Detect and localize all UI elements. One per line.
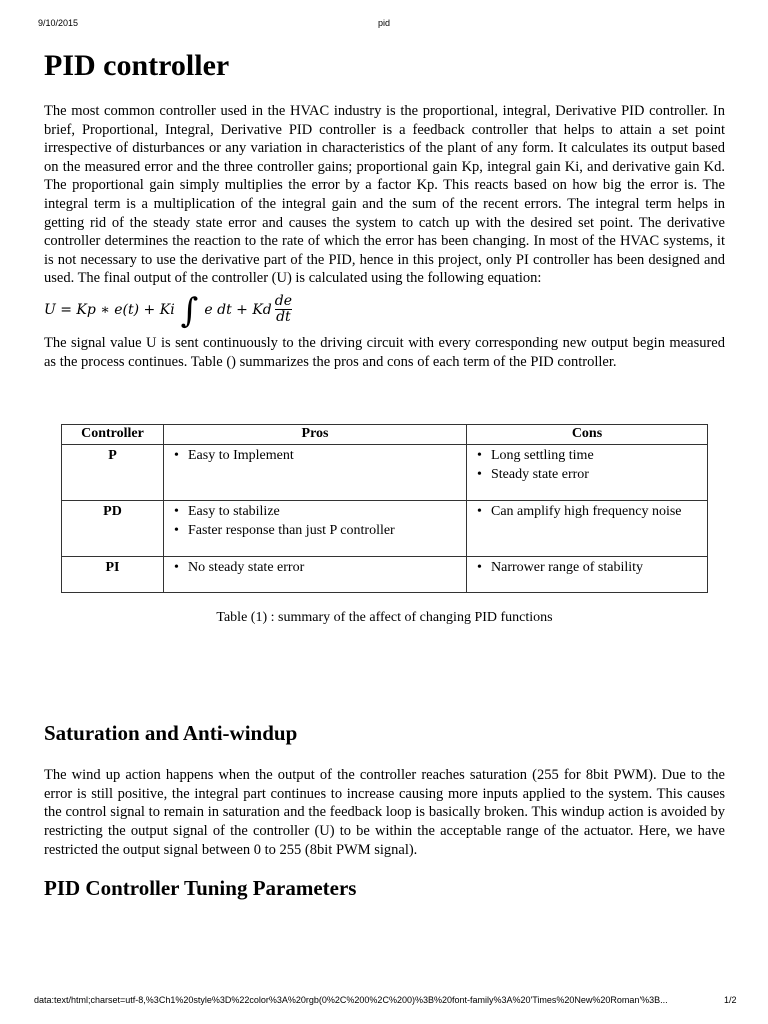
table-header: Cons bbox=[467, 425, 708, 445]
page-number: 1/2 bbox=[724, 995, 737, 1005]
cons-item: • Long settling time bbox=[491, 446, 701, 465]
controller-name: PD bbox=[62, 501, 164, 557]
cons-cell bbox=[467, 501, 708, 557]
page-title: PID controller bbox=[44, 49, 230, 82]
controller-name: PI bbox=[62, 557, 164, 593]
cons-cell bbox=[467, 445, 708, 501]
table-header-row bbox=[62, 425, 708, 445]
pros-cell bbox=[164, 557, 467, 593]
equation-lhs: U = Kp ∗ e(t) + Ki bbox=[44, 301, 175, 318]
signal-paragraph: The signal value U is sent continuously to the driving circuit with every corresponding new output begin measured as the process continues. Table () summarizes the pros and cons of each term of the PID controller. bbox=[44, 334, 725, 370]
derivative-fraction bbox=[275, 294, 292, 326]
table-row bbox=[62, 445, 708, 501]
pros-item: • No steady state error bbox=[188, 558, 460, 577]
pid-equation bbox=[44, 288, 725, 332]
table-row bbox=[62, 501, 708, 557]
print-title: pid bbox=[377, 18, 390, 28]
page-content bbox=[44, 44, 725, 902]
cons-item: • Narrower range of stability bbox=[491, 558, 701, 577]
pros-item: • Easy to stabilize bbox=[188, 502, 460, 521]
fraction-denominator: dt bbox=[276, 309, 291, 326]
print-footer bbox=[0, 995, 768, 1009]
pros-cell bbox=[164, 501, 467, 557]
pros-item: • Faster response than just P controller bbox=[188, 521, 460, 540]
equation-integrand: e dt + Kd bbox=[204, 301, 272, 318]
print-header bbox=[0, 18, 768, 32]
pros-item: • Easy to Implement bbox=[188, 446, 460, 465]
cons-item: • Steady state error bbox=[491, 465, 701, 484]
print-date: 9/10/2015 bbox=[38, 18, 79, 28]
source-url: data:text/html;charset=utf-8,%3Ch1%20style%3D%22color%3A%20rgb(0%2C%200%2C%200)%3B%20font-family%3A%20'Times%20New%20Roman'%3B... bbox=[34, 995, 668, 1005]
section-heading-tuning: PID Controller Tuning Parameters bbox=[44, 876, 357, 901]
table-header: Pros bbox=[164, 425, 467, 445]
fraction-numerator: de bbox=[274, 293, 293, 310]
section-heading-saturation: Saturation and Anti-windup bbox=[44, 721, 298, 746]
saturation-paragraph: The wind up action happens when the output of the controller reaches saturation (255 for 8bit PWM). Due to the error is still positive, the integral part continues to increase causing more inputs applied to the system. This causes the control signal to remain in saturation and the feedback loop is basically broken. This windup action is avoided by restricting the output signal of the controller (U) to be within the acceptable range of the actuator. Here, we have restricted the output signal between 0 to 255 (8bit PWM signal). bbox=[44, 767, 725, 858]
controller-name: P bbox=[62, 445, 164, 501]
pros-cell bbox=[164, 445, 467, 501]
intro-paragraph: The most common controller used in the HVAC industry is the proportional, integral, Derivative PID controller. In brief, Proportional, Integral, Derivative PID controller is a feedback controller that helps to attain a set point irrespective of disturbances or any variation in characteristics of the plant of any form. It calculates its output based on the measured error and the three controller gains; proportional gain Kp, integral gain Ki, and derivative gain Kd. The proportional gain simply multiplies the error by a factor Kp. This reacts based on how big the error is. The integral term is a multiplication of the integral gain and the sum of the recent errors. The integral term helps in getting rid of the steady state error and causes the system to catch up with the desired set point. The derivative controller determines the reaction to the rate of which the error has been changing. In most of the HVAC systems, it is not necessary to use the derivative part of the PID, hence in this project, only PI controller has been designed and used. The final output of the controller (U) is calculated using the following equation: bbox=[44, 103, 725, 287]
integral-sign: ∫ bbox=[180, 290, 199, 331]
pid-pros-cons-table bbox=[61, 424, 708, 593]
cons-cell bbox=[467, 557, 708, 593]
cons-item: • Can amplify high frequency noise bbox=[491, 502, 701, 521]
table-row bbox=[62, 557, 708, 593]
table-header: Controller bbox=[62, 425, 164, 445]
table-caption: Table (1) : summary of the affect of changing PID functions bbox=[216, 610, 553, 626]
